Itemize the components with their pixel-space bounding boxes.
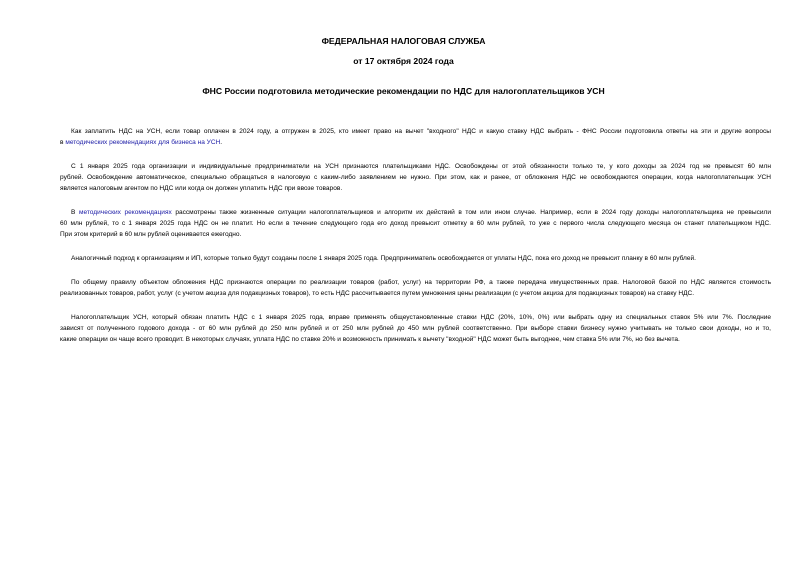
paragraph-1	[60, 126, 771, 148]
paragraph-3	[60, 207, 771, 240]
paragraph-4	[60, 253, 771, 264]
paragraph-line: рублей. Освобождение автоматическое, специально обращаться в налоговую с каким-либо заявлением не нужно. При этом, как и ранее, от обложения НДС не освобождаются операции, когда налогоплательщик УСН	[60, 174, 771, 181]
line-prefix: в	[60, 139, 66, 146]
line-suffix: .	[220, 139, 223, 146]
paragraph-6	[60, 312, 771, 345]
document-body	[60, 126, 771, 358]
organization-name: ФЕДЕРАЛЬНАЯ НАЛОГОВАЯ СЛУЖБА	[321, 36, 486, 46]
recommendations-link[interactable]: методических рекомендациях	[78, 209, 172, 216]
paragraph-line: Аналогичный подход к организациям и ИП, которые только будут созданы после 1 января 2025 года. Предприниматель освобождается от уплаты НДС, пока его доход не превысит планку в 60 млн рублей.	[71, 255, 696, 262]
paragraph-line: Как заплатить НДС на УСН, если товар оплачен в 2024 году, а отгружен в 2025, кто имеет право на вычет "входного" НДС и какую ставку НДС выбрать - ФНС России подготовила ответы на эти и другие вопросы	[71, 128, 771, 135]
document-date: от 17 октября 2024 года	[353, 56, 454, 66]
paragraph-line: При этом критерий в 60 млн рублей оценивается ежегодно.	[60, 231, 242, 238]
paragraph-line	[60, 137, 771, 148]
paragraph-line: 60 млн рублей, то с 1 января 2025 года НДС он не платит. Но если в течение следующего года его доход превысит отметку в 60 млн рублей, то уже с первого числа следующего месяца он станет плательщиком НДС.	[60, 220, 771, 227]
line-prefix: В	[71, 209, 79, 216]
paragraph-line: является налоговым агентом по НДС или когда он должен уплатить НДС при ввозе товаров.	[60, 185, 343, 192]
paragraph-line: зависят от полученного годового дохода - от 60 млн рублей до 250 млн рублей и от 250 млн рублей до 450 млн рублей соответственно. При выборе ставки бизнесу нужно учитывать не только свои доходы, но и то,	[60, 325, 771, 332]
paragraph-line	[60, 207, 771, 218]
paragraph-line: Налогоплательщик УСН, который обязан платить НДС с 1 января 2025 года, вправе применять общеустановленные ставки НДС (20%, 10%, 0%) или выбрать одну из специальных ставок 5% или 7%. Последние	[71, 314, 771, 321]
paragraph-5	[60, 277, 771, 299]
paragraph-line: какие операции он чаще всего проводит. В некоторых случаях, уплата НДС по ставке 20% и возможность принимать к вычету "входной" НДС может быть выгоднее, чем ставка 5% или 7%, но без вычета.	[60, 336, 680, 343]
line-suffix: рассмотрены также жизненные ситуации налогоплательщиков и алгоритм их действий в том или ином случае. Например, если в 2024 году доходы налогоплательщика не превысили	[171, 209, 771, 216]
recommendations-link[interactable]: методических рекомендациях для бизнеса на УСН	[65, 139, 221, 146]
paragraph-line: С 1 января 2025 года организации и индивидуальные предприниматели на УСН признаются плательщиками НДС. Освобождены от этой обязанности только те, у кого доходы за 2024 год не превысят 60 млн	[71, 163, 771, 170]
paragraph-line: реализованных товаров, работ, услуг (с учетом акциза для подакцизных товаров), то есть НДС рассчитывается путем умножения цены реализации (с учетом акциза для подакцизных товаров) на ставку НДС.	[60, 290, 695, 297]
paragraph-line: По общему правилу объектом обложения НДС признаются операции по реализации товаров (работ, услуг) на территории РФ, а также передача имущественных прав. Налоговой базой по НДС является стоимость	[71, 279, 771, 286]
paragraph-2	[60, 161, 771, 194]
document-title: ФНС России подготовила методические рекомендации по НДС для налогоплательщиков УСН	[202, 86, 605, 96]
